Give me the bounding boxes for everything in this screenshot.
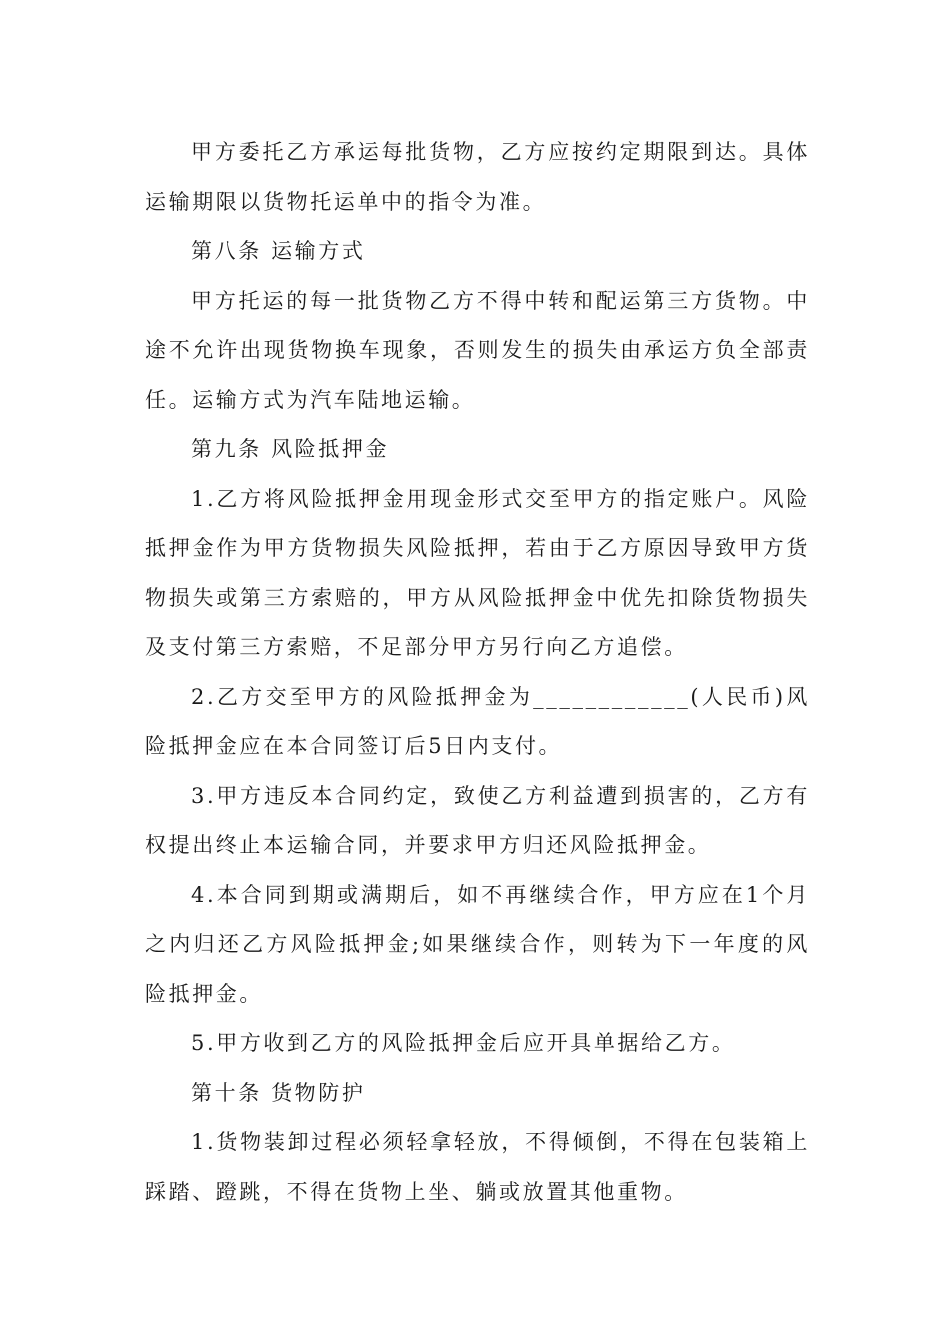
- paragraph-transport-method: 甲方托运的每一批货物乙方不得中转和配运第三方货物。中途不允许出现货物换车现象，否则发生的损失由承运方负全部责任。运输方式为汽车陆地运输。: [145, 288, 810, 412]
- paragraph-protection-1: 1.货物装卸过程必须轻拿轻放，不得倾倒，不得在包装箱上踩踏、蹬跳，不得在货物上坐、躺或放置其他重物。: [145, 1130, 810, 1204]
- contract-body: [145, 128, 810, 1217]
- article-8-heading: 第八条 运输方式: [191, 239, 366, 263]
- paragraph-transport-deadline: 甲方委托乙方承运每批货物，乙方应按约定期限到达。具体运输期限以货物托运单中的指令为准。: [145, 140, 810, 214]
- paragraph-deposit-1: 1.乙方将风险抵押金用现金形式交至甲方的指定账户。风险抵押金作为甲方货物损失风险抵押，若由于乙方原因导致甲方货物损失或第三方索赔的，甲方从风险抵押金中优先扣除货物损失及支付第三方索赔，不足部分甲方另行向乙方追偿。: [145, 486, 810, 659]
- paragraph-deposit-4: 4.本合同到期或满期后，如不再继续合作，甲方应在1个月之内归还乙方风险抵押金;如果继续合作，则转为下一年度的风险抵押金。: [145, 882, 810, 1006]
- paragraph-deposit-2: 2.乙方交至甲方的风险抵押金为____________(人民币)风险抵押金应在本合同签订后5日内支付。: [145, 684, 810, 758]
- article-9-heading: 第九条 风险抵押金: [191, 437, 390, 461]
- paragraph-deposit-3: 3.甲方违反本合同约定，致使乙方利益遭到损害的，乙方有权提出终止本运输合同，并要求甲方归还风险抵押金。: [145, 783, 810, 857]
- paragraph-deposit-5: 5.甲方收到乙方的风险抵押金后应开具单据给乙方。: [191, 1031, 736, 1055]
- article-10-heading: 第十条 货物防护: [191, 1080, 366, 1105]
